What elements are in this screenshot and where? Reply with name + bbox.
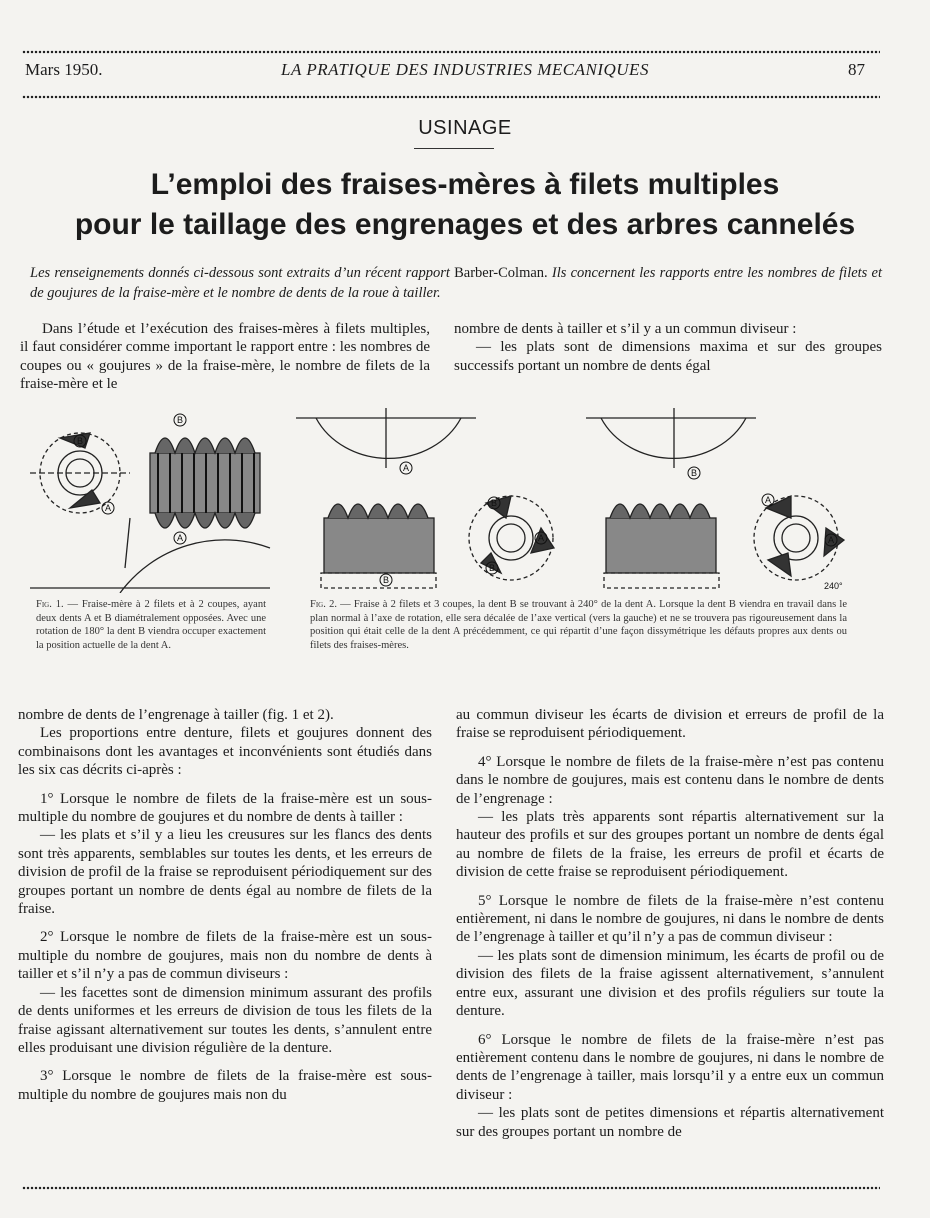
running-header	[25, 60, 865, 84]
header-dotted-rule	[22, 95, 880, 99]
issue-date: Mars 1950.	[25, 60, 103, 79]
paragraph: au commun diviseur les écarts de division et erreurs de profil de la fraise se reproduisent périodiquement.	[456, 707, 884, 742]
figure-1-caption	[36, 598, 266, 652]
fig2-label: B	[691, 468, 698, 478]
page-number: 87	[848, 60, 865, 79]
fig2-label: A	[828, 535, 835, 545]
top-right-text	[454, 320, 882, 375]
left-column	[18, 706, 432, 1104]
paragraph: nombre de dents de l’engrenage à tailler (fig. 1 et 2).	[18, 707, 334, 723]
paragraph: — les plats et s’il y a lieu les creusures sur les flancs des dents sont très apparents, semblables sur toutes les dents, et les erreurs de division de profil de la fraise se reproduisent périodiquement sur des groupes portant un nombre de dents égal au nombre de filets de la fraise.	[18, 827, 432, 918]
paragraph: 2° Lorsque le nombre de filets de la fraise-mère est un sous-multiple du nombre de goujures, mais non du nombre de dents à tailler et s’il n’y a pas de commun diviseurs :	[18, 929, 432, 983]
fig2-label: B	[491, 498, 498, 508]
paragraph: 1° Lorsque le nombre de filets de la fraise-mère est un sous-multiple du nombre de goujures et du nombre de dents à tailler :	[18, 790, 432, 826]
fig2-label: A	[765, 495, 772, 505]
paragraph: 6° Lorsque le nombre de filets de la fraise-mère n’est pas entièrement contenu dans le nombre de goujures, ni dans le nombre de dents de l’engrenage à tailler, mais lorsqu’il y a entre eux un commun diviseur :	[456, 1031, 884, 1103]
title-line-2: pour le taillage des engrenages et des arbres cannelés	[74, 208, 856, 241]
paragraph: Dans l’étude et l’exécution des fraises-mères à filets multiples, il faut considérer comme important le rapport entre : les nombres de coupes ou « goujures » de la fraise-mère, le nombre de filets de la fraise-mère et le	[20, 321, 430, 393]
caption-text: — Fraise-mère à 2 filets et à 2 coupes, ayant deux dents A et B diamétralement opposées. Avec une rotation de 180° la dent B viendra occuper exactement la position actuelle de la dent A.	[36, 599, 266, 651]
figure-2-caption	[310, 598, 847, 652]
paragraph: — les plats sont de petites dimensions et répartis alternativement sur des groupes portant un nombre de	[456, 1105, 884, 1140]
section-heading: USINAGE	[418, 117, 512, 139]
intro-part-1: Les renseignements donnés ci-dessous sont extraits d’un récent rapport	[30, 265, 450, 281]
fig2-label: A	[403, 463, 410, 473]
figure-2-drawing	[296, 408, 880, 593]
fig1-label: B	[77, 436, 84, 446]
intro-part-2: Ils concernent les rapports entre les nombres de filets et de goujures de la fraise-mère et le nombre de dents de la roue à tailler.	[30, 265, 883, 301]
caption-label: Fig. 1.	[36, 599, 64, 610]
intro-source: Barber-Colman.	[454, 265, 548, 281]
paragraph: — les plats sont de dimensions maxima et sur des groupes successifs portant un nombre de dents égal	[454, 339, 882, 374]
top-dotted-rule	[22, 50, 880, 54]
paragraph: Les proportions entre denture, filets et goujures donnent des combinaisons dont les avantages et inconvénients sont étudiés dans les six cas décrits ci-après :	[18, 725, 432, 779]
title-line-1: L’emploi des fraises-mères à filets multiples	[150, 168, 780, 201]
bottom-dotted-rule	[22, 1186, 880, 1190]
top-left-text	[20, 320, 430, 394]
article-intro	[30, 263, 882, 303]
paragraph: 5° Lorsque le nombre de filets de la fraise-mère n’est contenu entièrement, ni dans le nombre de goujures, ni dans le nombre de dents de l’engrenage à tailler et qu’il n’y a pas de commun diviseur :	[456, 892, 884, 946]
section-underline	[414, 148, 494, 149]
fig2-angle-label: 240°	[824, 581, 843, 591]
caption-label: Fig. 2.	[310, 599, 337, 610]
fig2-label: A	[538, 533, 545, 543]
caption-text: — Fraise à 2 filets et 3 coupes, la dent B se trouvant à 240° de la dent A. Lorsque la dent B viendra en travail dans le plan normal à l’axe de rotation, elle sera décalée de l’axe vertical (vers la gauche) et ne se trouvera pas rigoureusement dans la position qui était celle de la dent A précédemment, ce qui répartit d’une façon dissymétrique les défauts propres aux dents ou filets des fraises-mères.	[310, 599, 847, 651]
fig2-label: B	[383, 575, 390, 585]
paragraph: nombre de dents à tailler et s’il y a un commun diviseur :	[454, 321, 797, 337]
paragraph: — les facettes sont de dimension minimum assurant des profils de dents uniformes et les erreurs de division de tous les filets de la fraise agissant alternativement sur toutes les dents, s’annulent entre elles produisant une division régulière de la denture.	[18, 984, 432, 1056]
fig1-label: A	[177, 533, 184, 543]
figure-1-drawing	[30, 408, 280, 593]
paragraph: — les plats sont de dimension minimum, les écarts de profil ou de division des filets de la fraise agissent alternativement, s’annulent entre eux, assurant une division et des profils réguliers sur toute la denture.	[456, 947, 884, 1020]
fig1-label: A	[105, 503, 112, 513]
right-column	[456, 706, 884, 1141]
article-title	[30, 165, 900, 245]
journal-title: LA PRATIQUE DES INDUSTRIES MECANIQUES	[281, 60, 649, 79]
fig1-label: B	[177, 415, 184, 425]
paragraph: — les plats très apparents sont répartis alternativement sur la hauteur des profils et sur des groupes portant un nombre de dents égal au nombre de filets de la fraise, les erreurs de profil et écarts de division de cette fraise se reproduisent périodiquement.	[456, 809, 884, 881]
fig2-label: B	[489, 563, 496, 573]
paragraph: 3° Lorsque le nombre de filets de la fraise-mère est sous-multiple du nombre de goujures mais non du	[18, 1068, 432, 1103]
paragraph: 4° Lorsque le nombre de filets de la fraise-mère n’est pas contenu dans le nombre de goujures, mais est contenu dans le nombre de dents de l’engrenage :	[456, 753, 884, 807]
